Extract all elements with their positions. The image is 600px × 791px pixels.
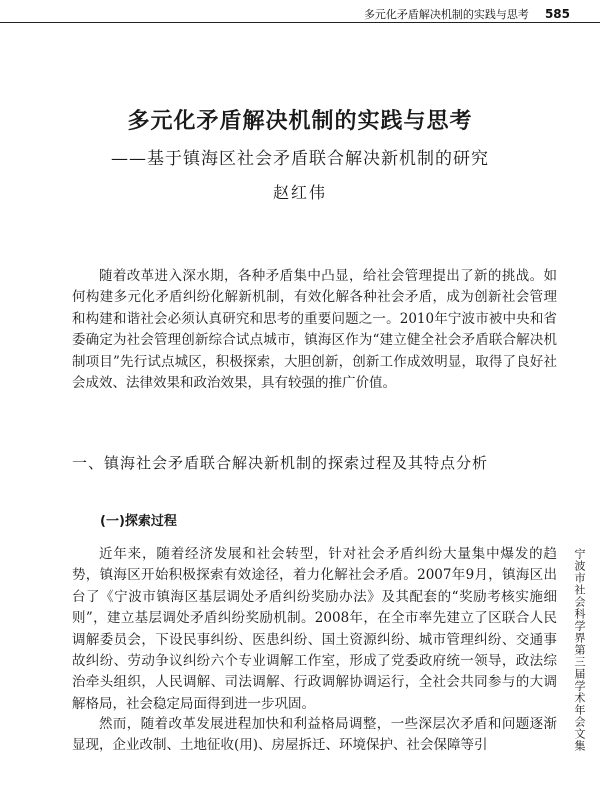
page-number: 585 <box>544 7 570 21</box>
body-paragraph: 近年来，随着经济发展和社会转型，针对社会矛盾纠纷大量集中爆发的趋势，镇海区开始积极探索有效途径，着力化解社会矛盾。2007年9月，镇海区出台了《宁波市镇海区基层调处矛盾纠纷奖励办法》及其配套的“奖励考核实施细则”，建立基层调处矛盾纠纷奖励机制。2008年，在全市率先建立了区联合人民调解委员会，下设民事纠纷、医患纠纷、国土资源纠纷、城市管理纠纷、交通事故纠纷、劳动争议纠纷六个专业调解工作室，形成了党委政府统一领导，政法综治牵头组织，人民调解、司法调解、行政调解协调运行，全社会共同参与的大调解格局，社会稳定局面得到进一步巩固。 <box>72 546 557 712</box>
running-header <box>364 6 570 22</box>
section-heading: 一、镇海社会矛盾联合解决新机制的探索过程及其特点分析 <box>72 454 489 472</box>
article-title: 多元化矛盾解决机制的实践与思考 <box>127 108 473 134</box>
author-name: 赵红伟 <box>272 183 327 202</box>
running-title: 多元化矛盾解决机制的实践与思考 <box>363 8 529 21</box>
side-label: 宁波市社会科学界第三届学术年会文集 <box>573 548 586 752</box>
article-subtitle: ——基于镇海区社会矛盾联合解决新机制的研究 <box>111 149 489 169</box>
intro-paragraph: 随着改革进入深水期，各种矛盾集中凸显，给社会管理提出了新的挑战。如何构建多元化矛盾纠纷化解新机制，有效化解各种社会矛盾，成为创新社会管理和构建和谐社会必须认真研究和思考的重要问题之一。2010年宁波市被中央和省委确定为社会管理创新综合试点城市，镇海区作为“建立健全社会矛盾联合解决机制项目”先行试点城区，积极探索，大胆创新，创新工作成效明显，取得了良好社会成效、法律效果和政治效果，具有较强的推广价值。 <box>72 268 557 392</box>
subsection-heading: (一)探索过程 <box>100 514 177 529</box>
body-paragraph-continued: 然而，随着改革发展进程加快和利益格局调整，一些深层次矛盾和问题逐渐显现，企业改制、土地征收(用)、房屋拆迁、环境保护、社会保障等引 <box>72 716 557 754</box>
header-rule <box>0 22 600 23</box>
